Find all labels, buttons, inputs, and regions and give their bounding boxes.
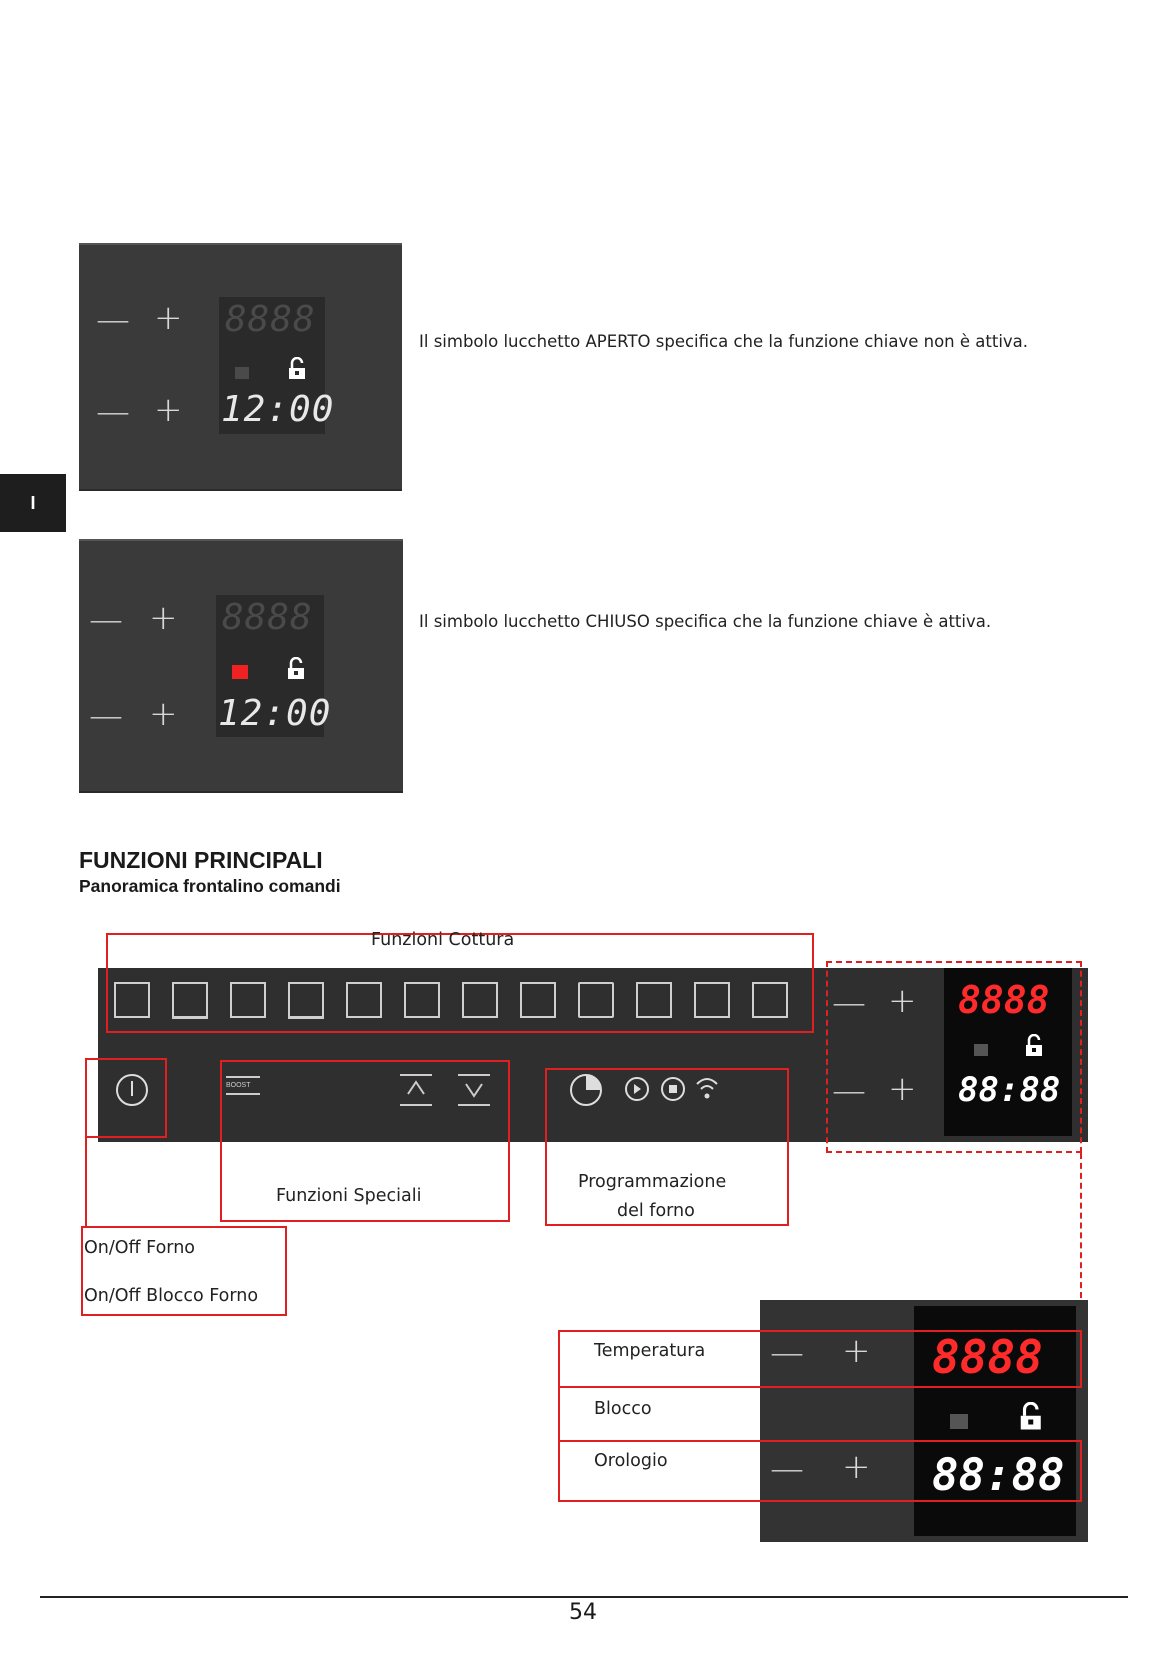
page-number: 54 <box>569 1600 597 1625</box>
description-open: Il simbolo lucchetto APERTO specifica che la funzione chiave non è attiva. <box>419 332 1029 351</box>
section-title: FUNZIONI PRINCIPALI <box>79 847 323 873</box>
orologio-row <box>558 1440 1082 1502</box>
funzioni-cottura-label: Funzioni Cottura <box>371 930 515 950</box>
temperature-display: 8888 <box>958 978 1050 1022</box>
funzioni-speciali-label: Funzioni Speciali <box>276 1186 422 1206</box>
lock-closed-icon <box>232 665 248 679</box>
language-tab-label: I <box>30 492 36 513</box>
orologio-label: Orologio <box>594 1451 668 1471</box>
minus-button: — <box>96 300 130 340</box>
temperature-display: 8888 <box>225 299 316 340</box>
clock-minus-button: — <box>770 1449 804 1489</box>
onoff-box <box>85 1058 167 1138</box>
panel-lock-open <box>79 243 402 491</box>
panel-lock-closed <box>79 539 403 793</box>
temperatura-label: Temperatura <box>594 1341 706 1361</box>
onoff-connector <box>85 1138 87 1228</box>
clock-display: 12:00 <box>218 693 332 734</box>
description-closed: Il simbolo lucchetto CHIUSO specifica che la funzione chiave è attiva. <box>419 612 992 631</box>
dashed-connector <box>1080 1153 1082 1298</box>
onoff-blocco-label: On/Off Blocco Forno <box>84 1286 259 1306</box>
temp-plus-button: + <box>842 1331 871 1371</box>
blocco-label: Blocco <box>594 1399 652 1419</box>
clock-display: 12:00 <box>221 389 335 430</box>
plus-button: + <box>149 598 178 638</box>
clock-plus-button: + <box>842 1447 871 1487</box>
boost-label: BOOST <box>226 1082 251 1089</box>
lock-open-icon <box>287 357 309 381</box>
display-dashed-box <box>826 961 1082 1153</box>
programmazione-label-2: del forno <box>617 1201 695 1221</box>
minus-button: — <box>96 392 130 432</box>
clock-minus-button: — <box>832 1071 866 1111</box>
temp-minus-button: — <box>832 983 866 1023</box>
footer-rule <box>40 1596 1128 1598</box>
minus-button: — <box>89 600 123 640</box>
temperature-display: 8888 <box>222 597 313 638</box>
clock-display: 88:88 <box>932 1450 1065 1501</box>
minus-button: — <box>89 696 123 736</box>
temp-minus-button: — <box>770 1333 804 1373</box>
temperature-display: 8888 <box>932 1330 1043 1384</box>
plus-button: + <box>154 298 183 338</box>
plus-button: + <box>154 390 183 430</box>
display-area <box>216 595 332 737</box>
clock-plus-button: + <box>888 1069 917 1109</box>
blocco-row-line <box>558 1386 560 1442</box>
lock-closed-icon <box>235 367 249 379</box>
language-tab <box>0 474 66 532</box>
programmazione-label-1: Programmazione <box>578 1172 727 1192</box>
onoff-forno-label: On/Off Forno <box>84 1238 195 1258</box>
plus-button: + <box>149 694 178 734</box>
lock-open-icon <box>286 657 308 681</box>
clock-display: 88:88 <box>958 1070 1061 1110</box>
section-subtitle: Panoramica frontalino comandi <box>79 876 341 896</box>
temp-plus-button: + <box>888 981 917 1021</box>
lock-open-icon <box>1018 1402 1046 1432</box>
display-area <box>219 297 335 434</box>
lock-closed-icon <box>950 1414 968 1429</box>
